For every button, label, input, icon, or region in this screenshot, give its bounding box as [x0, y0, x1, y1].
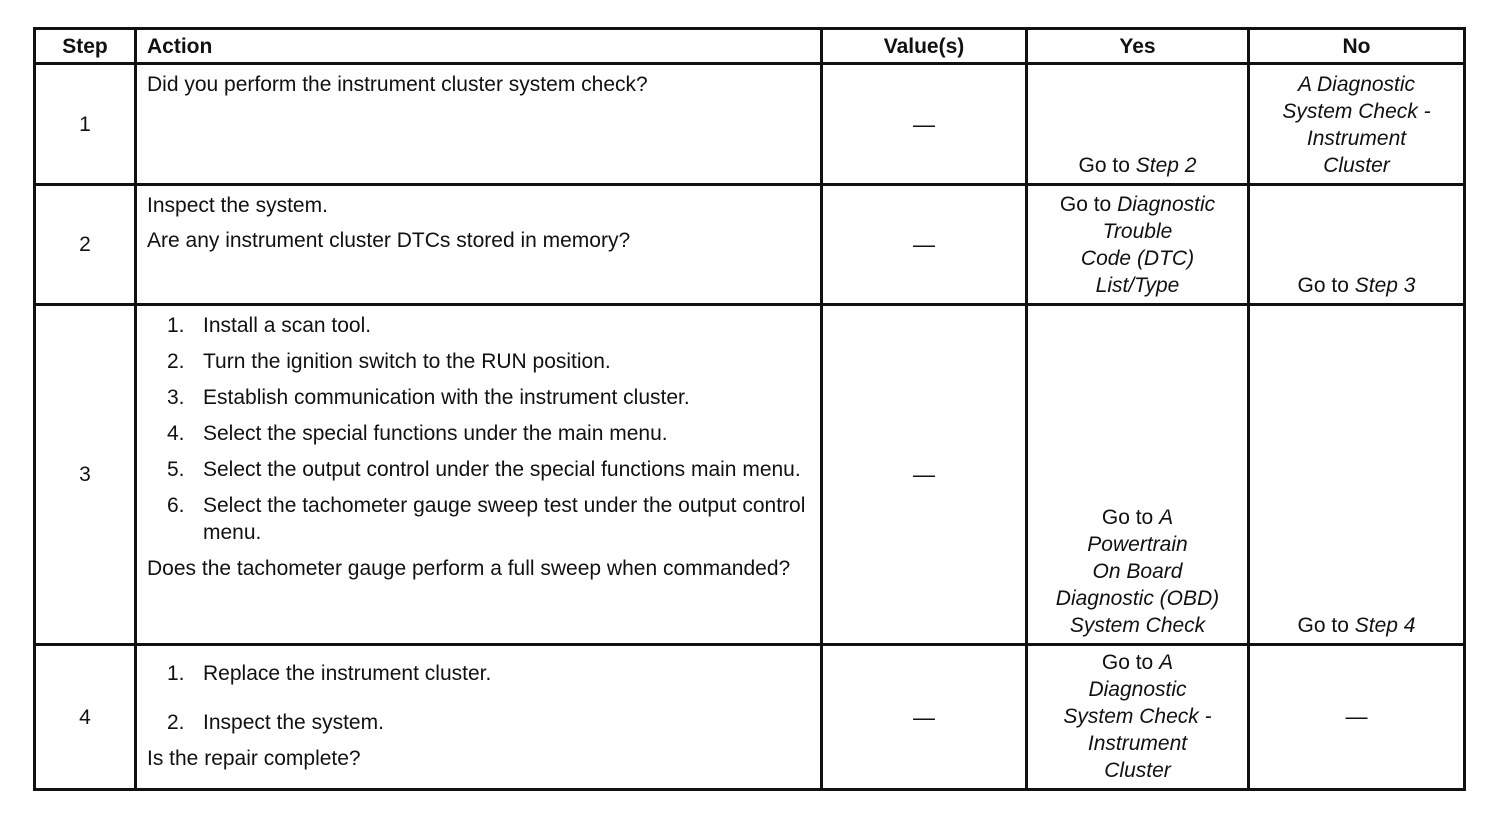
yes-line: System Check - — [1063, 704, 1212, 728]
no-line: System Check - — [1282, 100, 1431, 123]
diagnostic-table — [33, 27, 1466, 791]
yes-line: System Check — [1069, 614, 1206, 637]
action-cell — [136, 645, 822, 790]
yes-target: A — [1159, 506, 1174, 529]
action-cell — [136, 64, 822, 185]
header-row — [35, 29, 1465, 64]
no-cell — [1249, 185, 1465, 305]
step-number: 4 — [35, 645, 136, 790]
no-target: Step 3 — [1354, 274, 1416, 297]
no-line: Instrument — [1306, 127, 1407, 150]
yes-line: On Board — [1092, 560, 1183, 583]
header-value: Value(s) — [822, 29, 1027, 64]
question-text: Are any instrument cluster DTCs stored in memory? — [147, 229, 631, 252]
no-cell — [1249, 305, 1465, 645]
procedure-step: 2. Inspect the system. — [167, 711, 384, 734]
value-cell: — — [822, 645, 1027, 790]
procedure-step: 1. Install a scan tool. — [167, 314, 372, 337]
no-target: Step 4 — [1354, 614, 1416, 637]
table-row — [35, 305, 1465, 645]
value-cell: — — [822, 64, 1027, 185]
step-number: 2 — [35, 185, 136, 305]
yes-line: Cluster — [1104, 758, 1171, 782]
procedure-step: 5. Select the output control under the special functions main menu. — [167, 458, 801, 481]
yes-line: Diagnostic (OBD) — [1055, 587, 1220, 610]
yes-line — [1038, 649, 1237, 676]
procedure-step: 1. Replace the instrument cluster. — [167, 662, 492, 685]
no-line: Cluster — [1323, 154, 1390, 177]
yes-cell — [1027, 64, 1249, 185]
yes-cell — [1027, 185, 1249, 305]
no-line: A Diagnostic — [1297, 73, 1416, 96]
question-text: Did you perform the instrument cluster system check? — [147, 73, 648, 96]
header-yes: Yes — [1027, 29, 1249, 64]
table-row — [35, 185, 1465, 305]
procedure-step: 3. Establish communication with the instrument cluster. — [167, 386, 690, 409]
yes-target: Step 2 — [1135, 154, 1197, 177]
yes-target: Diagnostic — [1117, 193, 1216, 216]
step-number: 3 — [35, 305, 136, 645]
action-cell — [136, 185, 822, 305]
value-cell: — — [822, 185, 1027, 305]
procedure-step: 4. Select the special functions under the main menu. — [167, 422, 668, 445]
table-row — [35, 64, 1465, 185]
header-step: Step — [35, 29, 136, 64]
yes-line: List/Type — [1095, 274, 1180, 297]
yes-prefix: Go to — [1078, 154, 1130, 177]
yes-line: Code (DTC) — [1080, 247, 1195, 270]
no-cell: — — [1249, 645, 1465, 790]
yes-cell — [1027, 645, 1249, 790]
yes-prefix: Go to — [1101, 650, 1154, 674]
yes-line: Trouble — [1102, 220, 1173, 243]
procedure-step: 2. Turn the ignition switch to the RUN position. — [167, 350, 611, 373]
question-text: Is the repair complete? — [147, 747, 361, 770]
yes-prefix: Go to — [1059, 193, 1112, 216]
yes-line: Powertrain — [1087, 533, 1188, 556]
action-cell — [136, 305, 822, 645]
procedure-list — [147, 660, 810, 736]
yes-line: Instrument — [1087, 731, 1188, 755]
header-no: No — [1249, 29, 1465, 64]
header-action: Action — [136, 29, 822, 64]
step-number: 1 — [35, 64, 136, 185]
yes-line — [1038, 504, 1237, 531]
procedure-list — [147, 312, 810, 546]
value-cell: — — [822, 305, 1027, 645]
table-row — [35, 645, 1465, 790]
yes-prefix: Go to — [1101, 506, 1154, 529]
no-prefix: Go to — [1297, 614, 1349, 637]
yes-cell — [1027, 305, 1249, 645]
procedure-step: 6. Select the tachometer gauge sweep test under the output control menu. — [167, 494, 806, 544]
instruction-text: Inspect the system. — [147, 194, 328, 217]
no-prefix: Go to — [1297, 274, 1349, 297]
yes-target: A — [1159, 650, 1174, 674]
question-text: Does the tachometer gauge perform a full sweep when commanded? — [147, 557, 791, 580]
yes-line — [1038, 191, 1237, 218]
yes-line: Diagnostic — [1088, 677, 1187, 701]
no-cell — [1249, 64, 1465, 185]
